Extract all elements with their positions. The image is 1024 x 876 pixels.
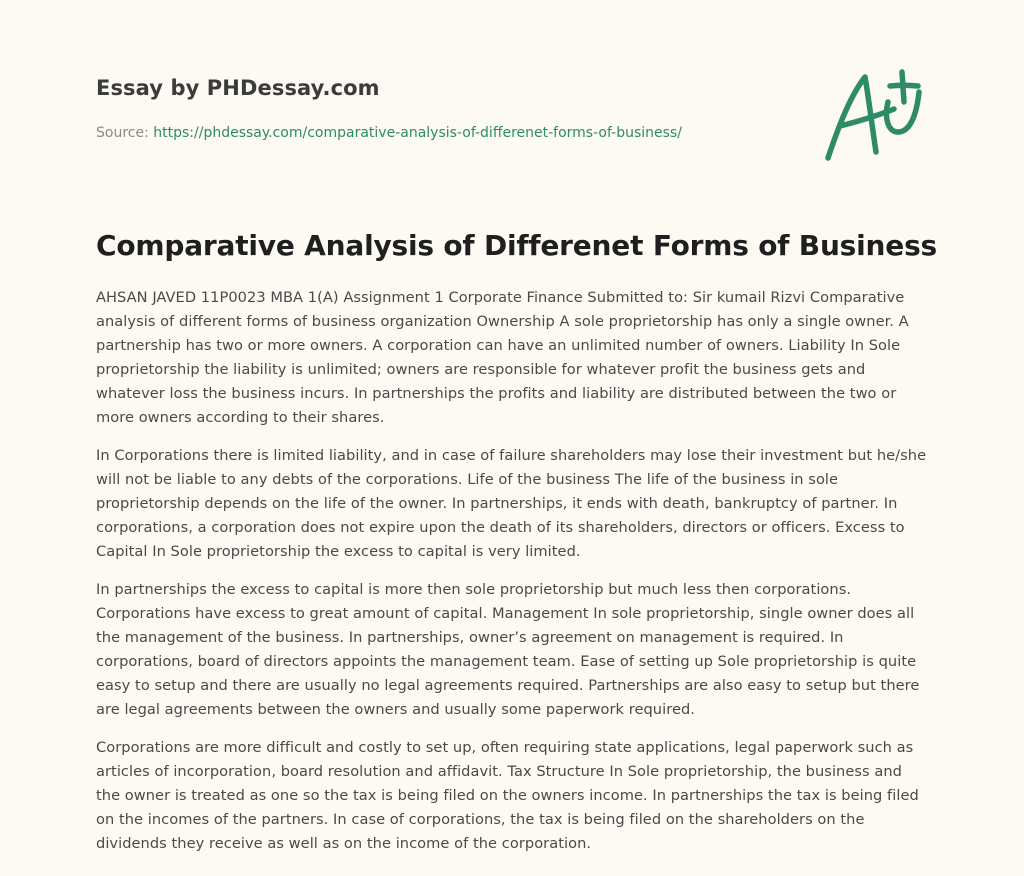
essay-paragraph: AHSAN JAVED 11P0023 MBA 1(A) Assignment 1 Corporate Finance Submitted to: Sir kumail Rizvi Comparative analysis of different forms of business organization Ownership A sole proprietorship has only a single owner. A partnership has two or more owners. A corporation can have an unlimited number of owners. Liability In Sole proprietorship the liability is unlimited; owners are responsible for whatever profit the business gets and whatever loss the business incurs. In partnerships the profits and liability are distributed between the two or more owners according to their shares. [96, 289, 909, 426]
essay-title: Comparative Analysis of Differenet Forms of Business [96, 229, 938, 262]
essay-paragraph: Corporations are more difficult and costly to set up, often requiring state applications, legal paperwork such as articles of incorporation, board resolution and affidavit. Tax Structure In Sole proprietorship, the business and the owner is treated as one so the tax is being filed on the owners income. In partnerships the tax is being filed on the incomes of the partners. In case of corporations, the tax is being filed on the shareholders on the dividends they receive as well as on the income of the corporation. [96, 739, 919, 852]
a-plus-grade-icon [818, 66, 930, 166]
site-title: Essay by PHDessay.com [96, 76, 380, 100]
source-label: Source: [96, 125, 149, 141]
essay-paragraph: In partnerships the excess to capital is more then sole proprietorship but much less then corporations. Corporations have excess to great amount of capital. Management In sole proprietorship, single owner does all the management of the business. In partnerships, owner’s agreement on management is required. In corporations, board of directors appoints the management team. Ease of setting up Sole proprietorship is quite easy to setup and there are usually no legal agreements required. Partnerships are also easy to setup but there are legal agreements between the owners and usually some paperwork required. [96, 581, 920, 718]
essay-body [96, 286, 930, 870]
essay-paragraph: In Corporations there is limited liability, and in case of failure shareholders may lose their investment but he/she will not be liable to any debts of the corporations. Life of the business The life of the business in sole proprietorship depends on the life of the owner. In partnerships, it ends with death, bankruptcy of partner. In corporations, a corporation does not expire upon the death of its shareholders, directors or officers. Excess to Capital In Sole proprietorship the excess to capital is very limited. [96, 447, 927, 560]
source-link[interactable]: https://phdessay.com/comparative-analysis-of-differenet-forms-of-business/ [153, 125, 682, 141]
source-line [96, 125, 682, 141]
